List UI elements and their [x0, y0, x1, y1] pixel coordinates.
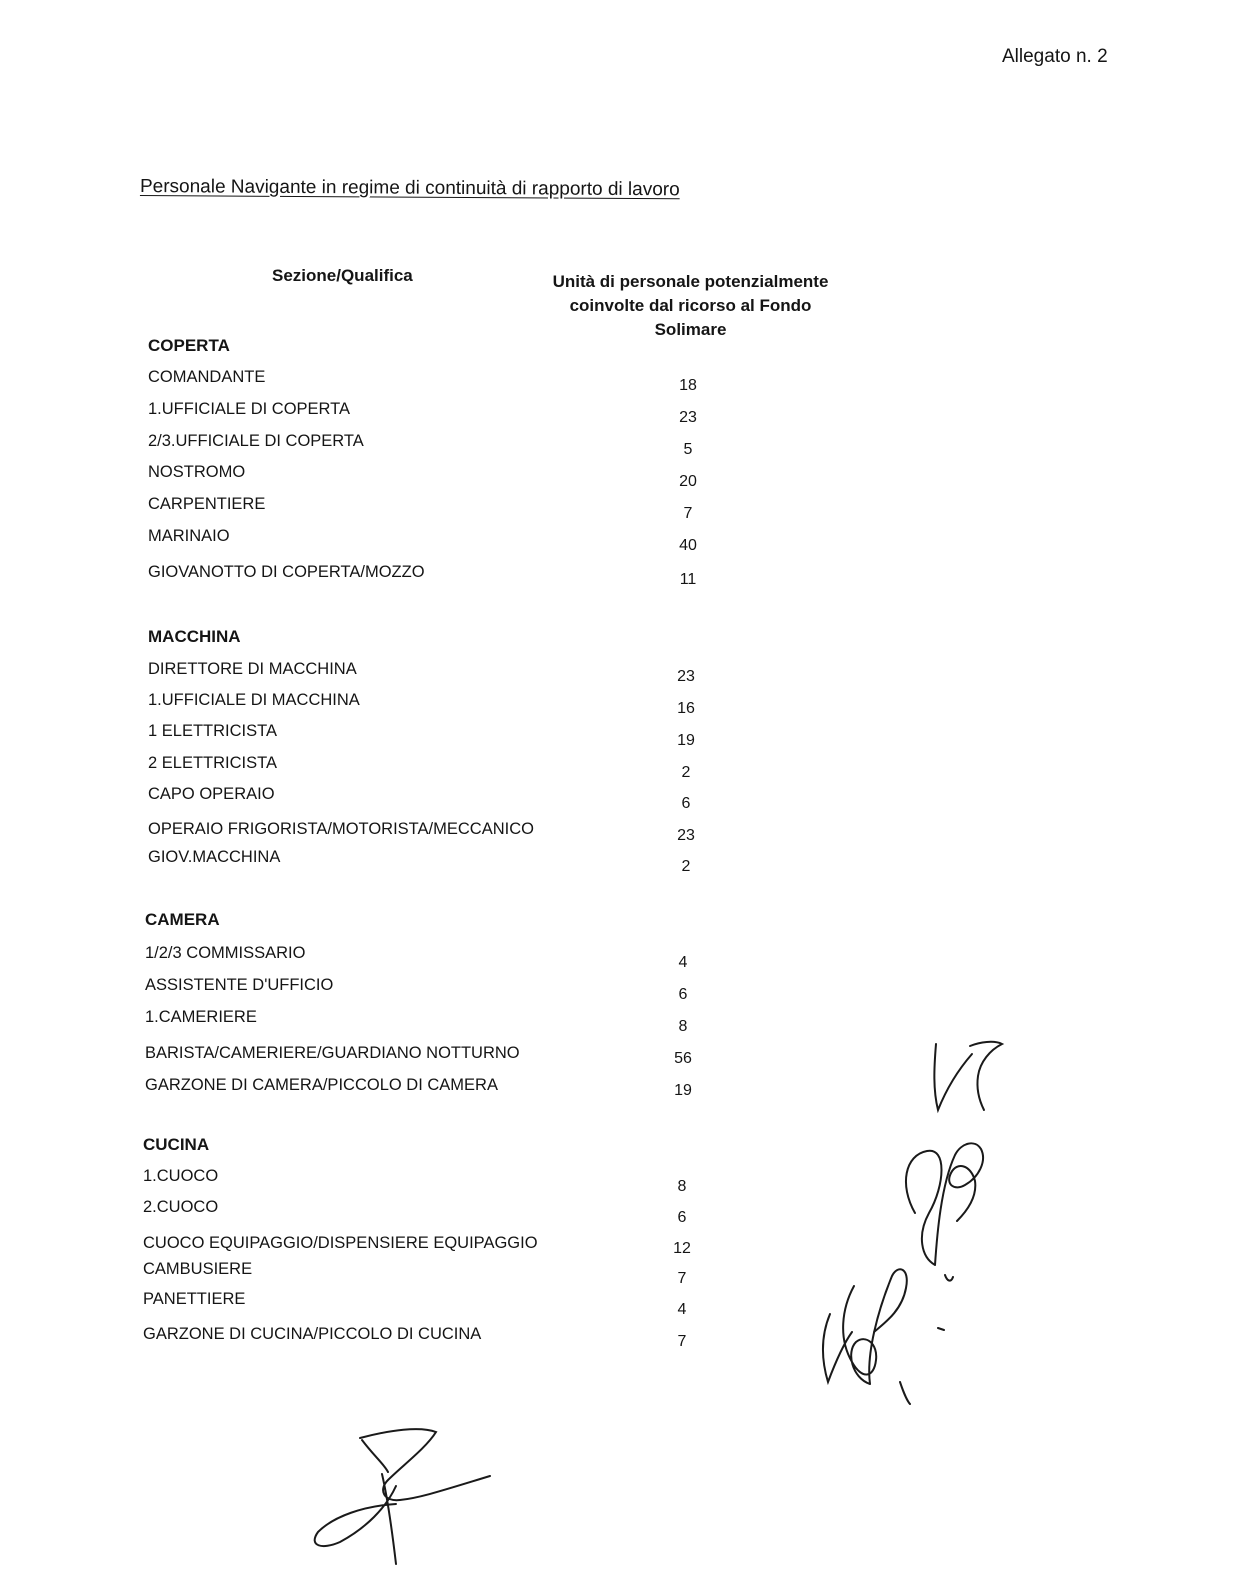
role-name: ASSISTENTE D'UFFICIO: [145, 976, 334, 994]
role-count: 8: [678, 1018, 688, 1035]
role-count: 5: [683, 441, 693, 458]
role-name: CUOCO EQUIPAGGIO/DISPENSIERE EQUIPAGGIO: [143, 1234, 538, 1252]
role-count: 56: [674, 1050, 692, 1067]
role-count: 6: [677, 1209, 687, 1226]
role-count: 16: [677, 700, 695, 717]
role-count: 7: [683, 505, 693, 522]
role-name: COMANDANTE: [148, 368, 266, 386]
role-name: GIOVANOTTO DI COPERTA/MOZZO: [148, 563, 425, 581]
role-count: 7: [677, 1270, 687, 1287]
role-count: 8: [677, 1178, 687, 1195]
role-count: 2: [681, 858, 691, 875]
role-count: 23: [679, 409, 697, 426]
role-name: 1 ELETTRICISTA: [148, 722, 277, 740]
role-count: 12: [673, 1240, 691, 1257]
signature-right-middle: [895, 1125, 995, 1285]
role-count: 11: [679, 571, 697, 588]
role-count: 7: [677, 1333, 687, 1350]
role-name: PANETTIERE: [143, 1290, 246, 1308]
role-count: 4: [678, 954, 688, 971]
role-name: 1/2/3 COMMISSARIO: [145, 944, 306, 962]
column-header-unita: Unità di personale potenzialmente coinvolte dal ricorso al Fondo Solimare: [552, 272, 829, 339]
role-name: MARINAIO: [148, 527, 230, 545]
role-name: CAPO OPERAIO: [148, 785, 275, 803]
section-title: COPERTA: [148, 336, 230, 355]
role-name: GIOV.MACCHINA: [148, 848, 281, 866]
role-count: 23: [677, 827, 695, 844]
column-header-qualifica: Sezione/Qualifica: [272, 266, 413, 285]
role-name: NOSTROMO: [148, 463, 246, 481]
section-title: CAMERA: [145, 910, 220, 929]
section-title: MACCHINA: [148, 627, 241, 646]
role-name: 1.CUOCO: [143, 1167, 219, 1185]
role-name: DIRETTORE DI MACCHINA: [148, 660, 357, 678]
signature-right-top: [918, 1038, 1010, 1118]
role-count: 4: [677, 1301, 687, 1318]
role-name: 1.CAMERIERE: [145, 1008, 257, 1026]
role-name: CAMBUSIERE: [143, 1260, 253, 1278]
role-count: 40: [679, 537, 697, 554]
role-count: 20: [679, 473, 697, 490]
role-count: 2: [681, 764, 691, 781]
role-count: 6: [681, 795, 691, 812]
signature-right-bottom: [812, 1262, 952, 1407]
document-title: Personale Navigante in regime di continuità di rapporto di lavoro: [139, 176, 680, 201]
attachment-label: Allegato n. 2: [1002, 46, 1108, 67]
role-count: 19: [674, 1082, 692, 1099]
role-name: GARZONE DI CUCINA/PICCOLO DI CUCINA: [143, 1325, 482, 1343]
role-name: 1.UFFICIALE DI MACCHINA: [148, 691, 360, 709]
role-count: 6: [678, 986, 688, 1003]
role-name: GARZONE DI CAMERA/PICCOLO DI CAMERA: [145, 1076, 498, 1094]
role-count: 19: [677, 732, 695, 749]
role-name: 2.CUOCO: [143, 1198, 219, 1216]
role-count: 23: [677, 668, 695, 685]
role-name: OPERAIO FRIGORISTA/MOTORISTA/MECCANICO: [148, 820, 534, 838]
role-name: 1.UFFICIALE DI COPERTA: [148, 400, 351, 418]
section-title: CUCINA: [143, 1135, 210, 1154]
role-count: 18: [679, 377, 697, 394]
role-name: BARISTA/CAMERIERE/GUARDIANO NOTTURNO: [145, 1044, 520, 1062]
signature-bottom-left: [300, 1420, 500, 1570]
role-name: 2 ELETTRICISTA: [148, 754, 277, 772]
role-name: 2/3.UFFICIALE DI COPERTA: [148, 432, 364, 450]
role-name: CARPENTIERE: [148, 495, 266, 513]
